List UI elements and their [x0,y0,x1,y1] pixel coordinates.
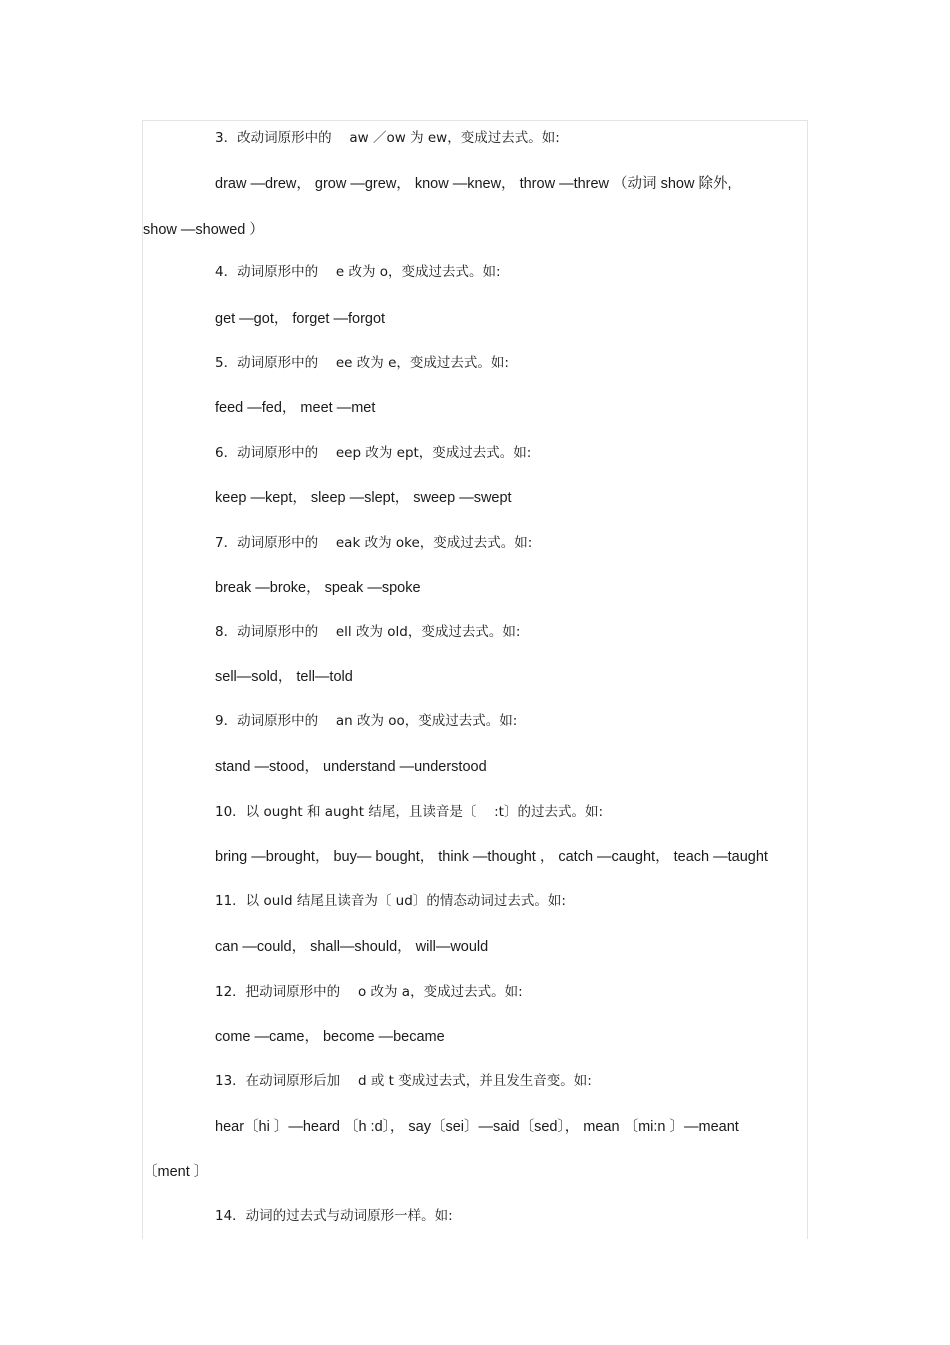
rule-8-heading: 8．动词原形中的 ell 改为 old，变成过去式。如: [215,624,521,640]
rule-12-examples: come —came， become —became [215,1029,445,1045]
rule-14-heading: 14．动词的过去式与动词原形一样。如: [215,1208,453,1224]
rule-12-heading: 12．把动词原形中的 o 改为 a，变成过去式。如: [215,984,523,1000]
rule-10-examples: bring —brought， buy— bought， think —thought ， catch —caught， teach —taught [215,849,768,865]
rule-13-examples: hear〔hi 〕—heard 〔h :d〕， say〔sei〕—said〔sed〕， mean 〔mi:n 〕—meant [215,1119,739,1135]
rule-13-heading: 13．在动词原形后加 d 或 t 变成过去式，并且发生音变。如: [215,1073,592,1089]
rule-6-heading: 6．动词原形中的 eep 改为 ept，变成过去式。如: [215,445,532,461]
rule-4-examples: get —got， forget —forgot [215,311,386,327]
rule-11-heading: 11．以 ould 结尾且读音为〔 ud〕的情态动词过去式。如: [215,893,566,909]
rule-9-heading: 9．动词原形中的 an 改为 oo，变成过去式。如: [215,713,518,729]
rule-7-heading: 7．动词原形中的 eak 改为 oke，变成过去式。如: [215,535,533,551]
rule-4-heading: 4．动词原形中的 e 改为 o，变成过去式。如: [215,264,501,280]
rule-6-examples: keep —kept， sleep —slept， sweep —swept [215,490,512,506]
rule-7-examples: break —broke， speak —spoke [215,580,421,596]
rule-8-examples: sell—sold， tell—told [215,669,353,685]
rule-3-examples: draw —drew， grow —grew， know —knew， throw —threw （动词 show 除外, [215,176,732,192]
rule-5-heading: 5．动词原形中的 ee 改为 e，变成过去式。如: [215,355,509,371]
rule-5-examples: feed —fed， meet —met [215,400,376,416]
rule-13-examples-continued: 〔ment 〕 [143,1164,209,1180]
rule-11-examples: can —could， shall—should， will—would [215,939,489,955]
rule-9-examples: stand —stood， understand —understood [215,759,487,775]
rule-3-heading: 3．改动词原形中的 aw ／ow 为 ew，变成过去式。如: [215,130,560,146]
rule-3-examples-continued: show —showed ） [143,222,264,238]
rule-10-heading: 10．以 ought 和 aught 结尾，且读音是〔 :t〕的过去式。如: [215,804,604,820]
